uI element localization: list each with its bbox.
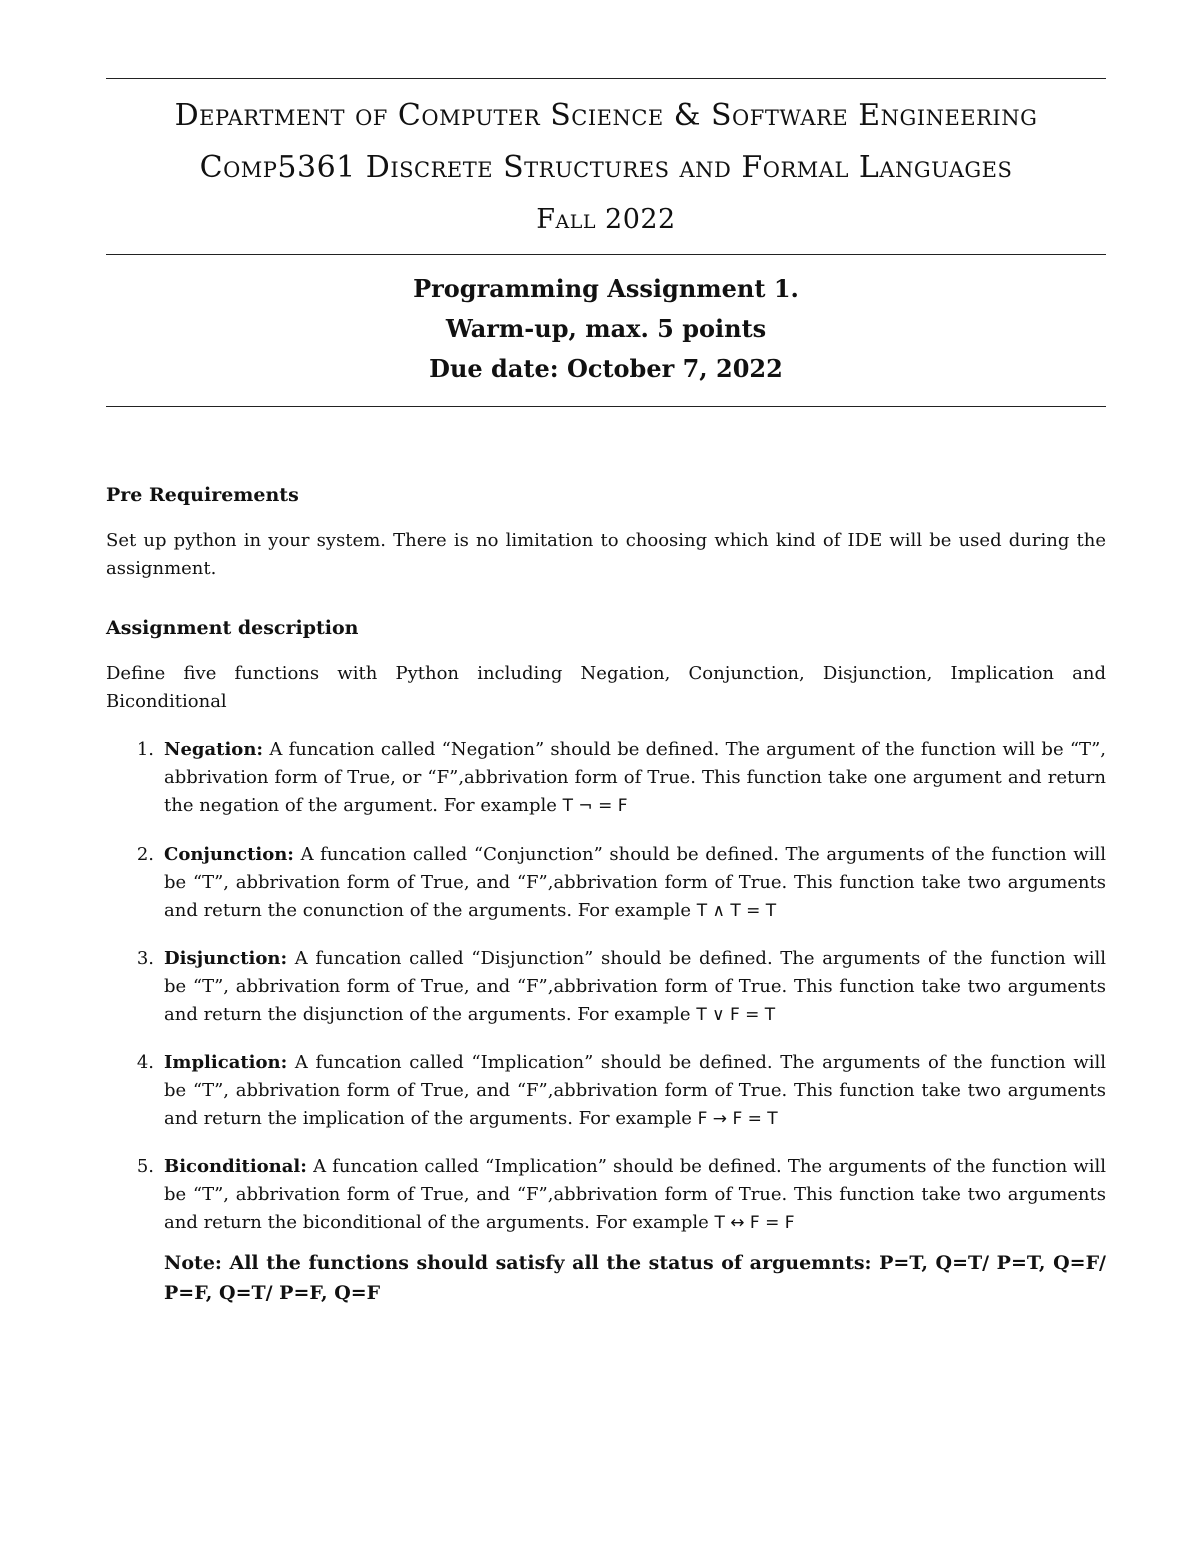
item-body [164, 1049, 1106, 1133]
item-body [164, 736, 1106, 820]
item-example: F → F = T [697, 1109, 778, 1129]
item-text: A funcation called “Disjunction” should be defined. The arguments of the function will be “T”, abbrivation form of True, and “F”,abbrivation form of True. This function take two arguments and return the disjunction of the arguments. For example [164, 948, 1106, 1025]
item-text: A funcation called “Negation” should be defined. The argument of the function will be “T”, abbrivation form of True, or “F”,abbrivation form of True. This function take one argument and return the negation of the argument. For example [164, 739, 1106, 816]
term-title: Fall 2022 [536, 204, 676, 235]
item-body [164, 841, 1106, 925]
item-body [164, 1153, 1106, 1237]
item-term: Negation: [164, 739, 264, 760]
course-title: Comp5361 Discrete Structures and Formal Languages [199, 150, 1013, 185]
description-heading: Assignment description [106, 617, 359, 639]
assignment-rule [106, 406, 1106, 407]
department-title: Department of Computer Science & Software Engineering [174, 98, 1038, 133]
item-number: 5. [136, 1156, 154, 1177]
header-rule [106, 254, 1106, 255]
assignment-subtitle: Warm-up, max. 5 points [445, 314, 767, 343]
item-number: 4. [136, 1052, 154, 1073]
item-example: T ∨ F = T [696, 1005, 776, 1025]
item-example: T ↔ F = F [714, 1213, 795, 1233]
item-number: 1. [136, 739, 154, 760]
item-text: A funcation called “Conjunction” should be defined. The arguments of the function will be “T”, abbrivation form of True, and “F”,abbrivation form of True. This function take two arguments and return the conunction of the arguments. For example [164, 844, 1106, 921]
item-term: Disjunction: [164, 948, 288, 969]
description-intro: Define five functions with Python including Negation, Conjunction, Disjunction, Implication and Biconditional [106, 663, 1106, 712]
item-example: T ¬ = F [562, 796, 628, 816]
item-number: 3. [136, 948, 154, 969]
item-text: A funcation called “Implication” should be defined. The arguments of the function will be “T”, abbrivation form of True, and “F”,abbrivation form of True. This function take two arguments and return the biconditional of the arguments. For example [164, 1156, 1106, 1233]
due-date: Due date: October 7, 2022 [429, 354, 783, 383]
pre-requirements-heading: Pre Requirements [106, 484, 299, 506]
pre-requirements-text: Set up python in your system. There is no limitation to choosing which kind of IDE will be used during the assignment. [106, 530, 1106, 579]
item-term: Implication: [164, 1052, 288, 1073]
document-page [106, 0, 1106, 1553]
item-term: Conjunction: [164, 844, 294, 865]
top-rule [106, 78, 1106, 79]
item-number: 2. [136, 844, 154, 865]
item-term: Biconditional: [164, 1156, 307, 1177]
item-example: T ∧ T = T [696, 901, 777, 921]
item-text: A funcation called “Implication” should be defined. The arguments of the function will be “T”, abbrivation form of True, and “F”,abbrivation form of True. This function take two arguments and return the implication of the arguments. For example [164, 1052, 1106, 1129]
assignment-title: Programming Assignment 1. [413, 274, 799, 303]
item-body [164, 945, 1106, 1029]
note-text: Note: All the functions should satisfy all the status of arguemnts: P=T, Q=T/ P=T, Q=F/ P=F, Q=T/ P=F, Q=F [164, 1252, 1106, 1304]
